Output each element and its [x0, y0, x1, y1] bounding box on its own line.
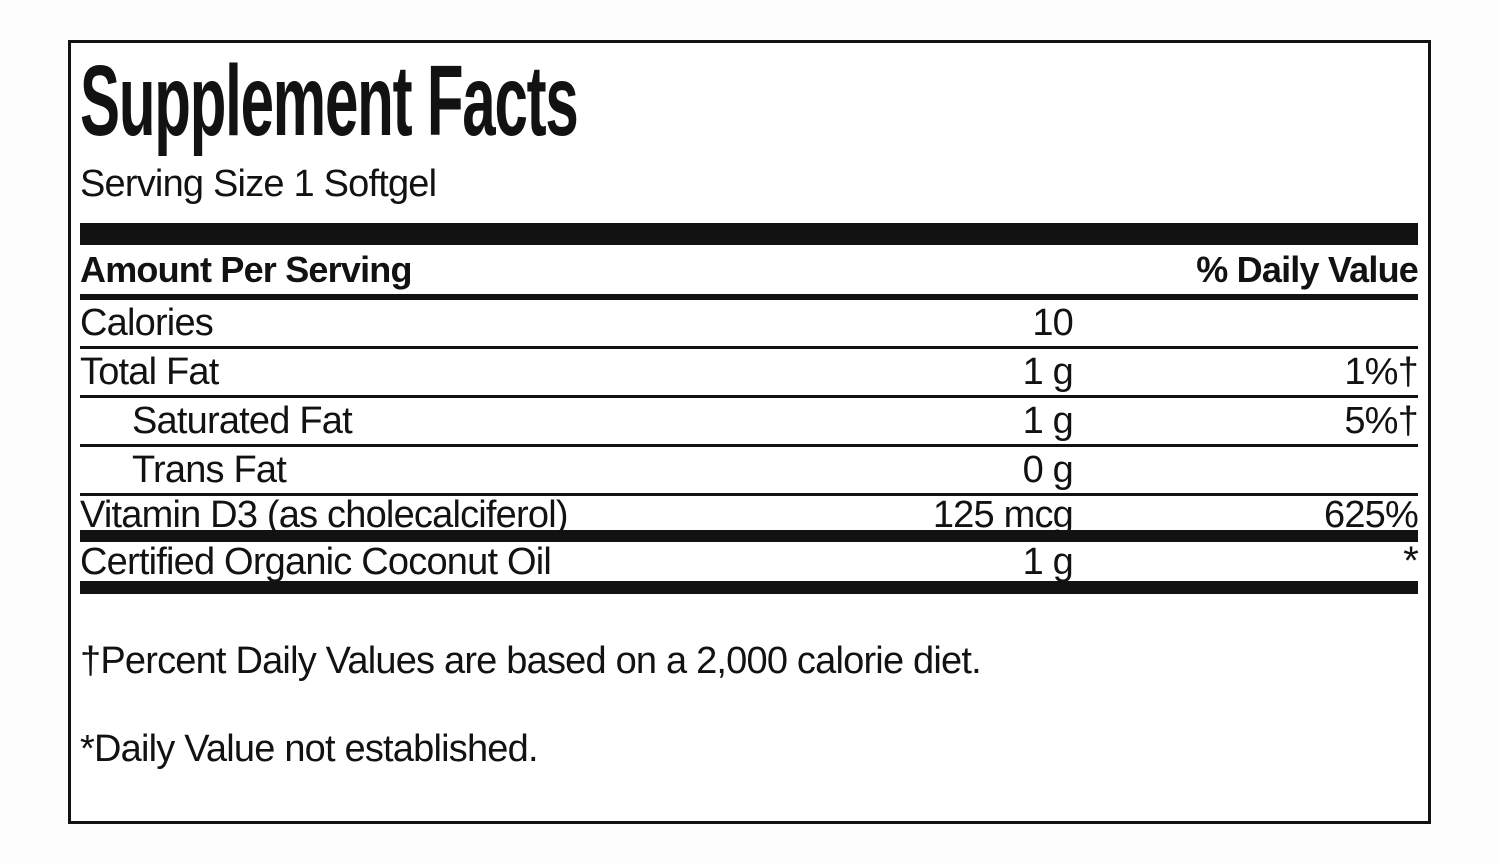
table-row-calories: [80, 300, 1418, 349]
row-amount: 1 g: [1022, 540, 1073, 583]
table-row-total-fat: [80, 349, 1418, 398]
row-label: Vitamin D3 (as cholecalciferol): [80, 494, 568, 536]
row-amount: 10: [1032, 302, 1073, 344]
table-header-row: [80, 245, 1418, 300]
row-label: Trans Fat: [132, 449, 286, 491]
table-row-saturated-fat: [80, 398, 1418, 447]
supplement-facts-panel: [68, 40, 1431, 824]
row-amount: 125 mcg: [932, 494, 1073, 536]
row-daily-value: 625%: [1324, 494, 1418, 536]
row-label: Total Fat: [80, 351, 219, 393]
table-row-vitamin-d3: [80, 496, 1418, 542]
amount-per-serving-header: Amount Per Serving: [80, 248, 412, 290]
table-row-coconut-oil: [80, 539, 1418, 594]
table-row-trans-fat: [80, 447, 1418, 496]
row-label: Certified Organic Coconut Oil: [80, 540, 552, 583]
row-label: Calories: [80, 302, 213, 344]
footnote-daily-values: †Percent Daily Values are based on a 2,000 calorie diet.: [80, 640, 981, 682]
row-label: Saturated Fat: [132, 400, 352, 442]
daily-value-header: % Daily Value: [1196, 248, 1418, 290]
row-daily-value-asterisk: *: [1403, 539, 1418, 583]
panel-title: Supplement Facts: [80, 45, 578, 157]
row-daily-value: 5%†: [1344, 400, 1418, 442]
serving-size-text: Serving Size 1 Softgel: [80, 163, 437, 205]
row-daily-value: 1%†: [1344, 351, 1418, 393]
divider-thick-top: [80, 223, 1418, 245]
footnote-not-established: *Daily Value not established.: [80, 728, 538, 770]
row-amount: 0 g: [1022, 449, 1073, 491]
row-amount: 1 g: [1022, 351, 1073, 393]
row-amount: 1 g: [1022, 400, 1073, 442]
